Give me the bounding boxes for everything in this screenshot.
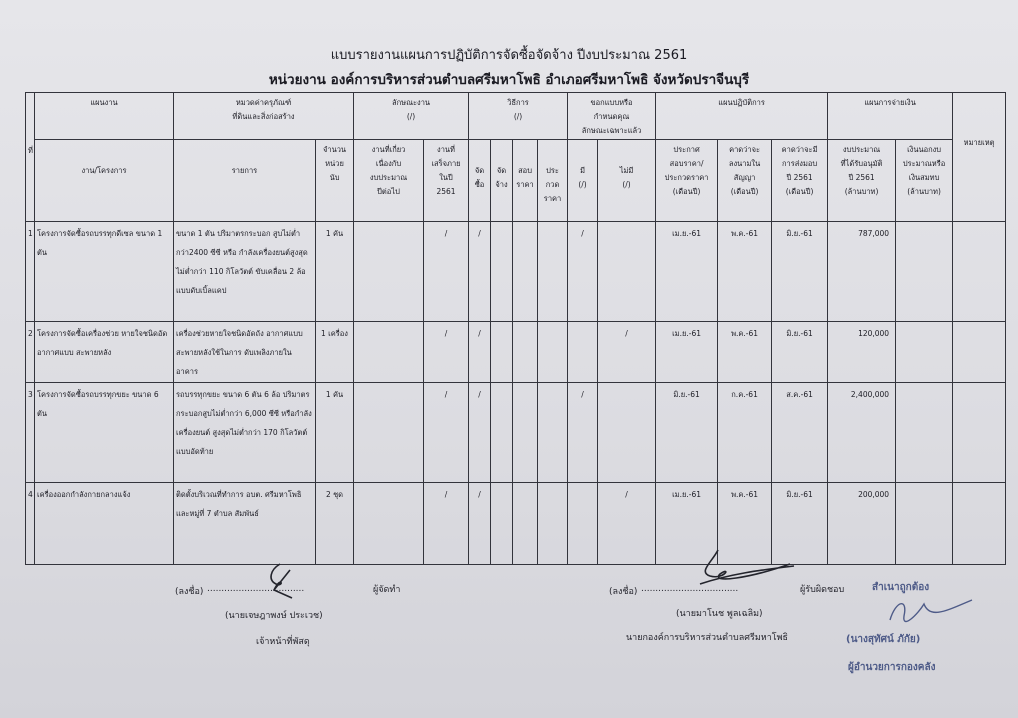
right-sign-label: (ลงชื่อ) — [609, 587, 638, 597]
stamp-signature-scribble — [878, 590, 978, 638]
col-no: ที่ — [26, 93, 35, 222]
right-sign-name: (นายมาโนช พูลเฉลิม) — [676, 609, 763, 619]
col-method-buy: จัด ซื้อ — [469, 140, 491, 222]
table-row: 3 โครงการจัดซื้อรถบรรทุกขยะ ขนาด 6 ตัน รถบรรทุกขยะ ขนาด 6 ตัน 6 ล้อ ปริมาตรกระบอกสูบไม่ต่ำกว่า 6,000 ซีซี หรือกำลังเครื่องยนต์ สูงสุดไม่ต่ำกว่า 170 กิโลวัตต์ แบบอัดท้าย 1 คัน / / / มิ.ย.-61 ก.ค.-61 ส.ค.-61 2,400,000 — [26, 383, 1006, 483]
col-qty: จำนวน หน่วย นับ — [316, 140, 354, 222]
table-row: 1 โครงการจัดซื้อรถบรรทุกดีเซล ขนาด 1 ตัน ขนาด 1 ตัน ปริมาตรกระบอก สูบไม่ต่ำกว่า2400 ซีซี หรือ กำลังเครื่องยนต์สูงสุดไม่ต่ำกว่า 110 กิโลวัตต์ ขับเคลื่อน 2 ล้อ แบบดับเบิ้ลแคป 1 คัน / / / เม.ย.-61 พ.ค.-61 มิ.ย.-61 787,000 — [26, 222, 1006, 322]
table-row: 4 เครื่องออกกำลังกายกลางแจ้ง ติดตั้งบริเวณที่ทำการ อบต. ศรีมหาโพธิ และหมู่ที่ 7 ตำบล สัมพันธ์ 2 ชุด / / / เม.ย.-61 พ.ค.-61 มิ.ย.-61 200,000 — [26, 483, 1006, 565]
left-signature-scribble — [262, 560, 302, 602]
col-method-hire: จัด จ้าง — [491, 140, 513, 222]
col-schedule: แผนปฏิบัติการ — [656, 93, 828, 140]
certified-copy-stamp: สำเนาถูกต้อง — [872, 582, 930, 593]
col-approval: ขอกแบบหรือ กำหนดคุณ ลักษณะเฉพาะแล้ว — [568, 93, 656, 140]
col-approval-no: ไม่มี (/) — [598, 140, 656, 222]
col-announce: ประกาศ สอบราคา/ ประกวดราคา (เดือนปี) — [656, 140, 718, 222]
col-project: งาน/โครงการ — [35, 140, 174, 222]
col-approval-yes: มี (/) — [568, 140, 598, 222]
agency-line: หน่วยงาน องค์การบริหารส่วนตำบลศรีมหาโพธิ อำเภอศรีมหาโพธิ จังหวัดปราจีนบุรี — [268, 72, 750, 88]
procurement-plan-table — [25, 92, 1006, 565]
col-work-related: งานที่เกี่ยว เนื่องกับ งบประมาณ ปีต่อไป — [354, 140, 424, 222]
col-sign: คาดว่าจะ ลงนามใน สัญญา (เดือนปี) — [718, 140, 772, 222]
stamp-name: (นางสุทัศน์ ภักัย) — [846, 634, 921, 645]
col-work-type: ลักษณะงาน (/) — [354, 93, 469, 140]
header-row-1 — [26, 93, 1006, 140]
right-sign-dots: .................................. — [641, 584, 739, 594]
right-sign-position: นายกองค์การบริหารส่วนตำบลศรีมหาโพธิ — [626, 633, 789, 643]
col-budget-approved: งบประมาณ ที่ได้รับอนุมัติ ปี 2561 (ล้านบาท) — [828, 140, 896, 222]
col-budget-plan: แผนการจ่ายเงิน — [828, 93, 953, 140]
col-method-price: สอบ ราคา — [513, 140, 538, 222]
col-deliver: คาดว่าจะมี การส่งมอบ ปี 2561 (เดือนปี) — [772, 140, 828, 222]
col-method-auction: ประ กวด ราคา — [538, 140, 568, 222]
header-row-2 — [26, 140, 1006, 222]
col-category: หมวดค่าครุภัณฑ์ ที่ดินและสิ่งก่อสร้าง — [174, 93, 354, 140]
report-title: แบบรายงานแผนการปฏิบัติการจัดซื้อจัดจ้าง ปีงบประมาณ 2561 — [330, 48, 688, 63]
left-sign-dots: .................................. — [207, 584, 305, 594]
left-sign-role: ผู้จัดทำ — [373, 585, 401, 595]
col-remark: หมายเหตุ — [953, 93, 1006, 222]
col-detail: รายการ — [174, 140, 316, 222]
left-sign-position: เจ้าหน้าที่พัสดุ — [256, 637, 310, 647]
right-signature-scribble — [690, 544, 800, 594]
left-sign-name: (นายเจษฎาพงษ์ ประเวช) — [225, 611, 323, 621]
left-sign-label: (ลงชื่อ) — [175, 587, 204, 597]
stamp-position: ผู้อำนวยการกองคลัง — [848, 662, 936, 673]
col-work-done: งานที่ เสร็จภาย ในปี 2561 — [424, 140, 469, 222]
table-row: 2 โครงการจัดซื้อเครื่องช่วย หายใจชนิดอัดอากาศแบบ สะพายหลัง เครื่องช่วยหายใจชนิดอัดถัง อากาศแบบสะพายหลังใช้ในการ ดับเพลิงภายในอาคาร 1 เครื่อง / / / เม.ย.-61 พ.ค.-61 มิ.ย.-61 120,000 — [26, 322, 1006, 383]
right-sign-role: ผู้รับผิดชอบ — [800, 585, 845, 595]
col-method: วิธีการ (/) — [469, 93, 568, 140]
col-budget-extra: เงินนอกงบ ประมาณหรือ เงินสมทบ (ล้านบาท) — [896, 140, 953, 222]
col-plan: แผนงาน — [35, 93, 174, 140]
